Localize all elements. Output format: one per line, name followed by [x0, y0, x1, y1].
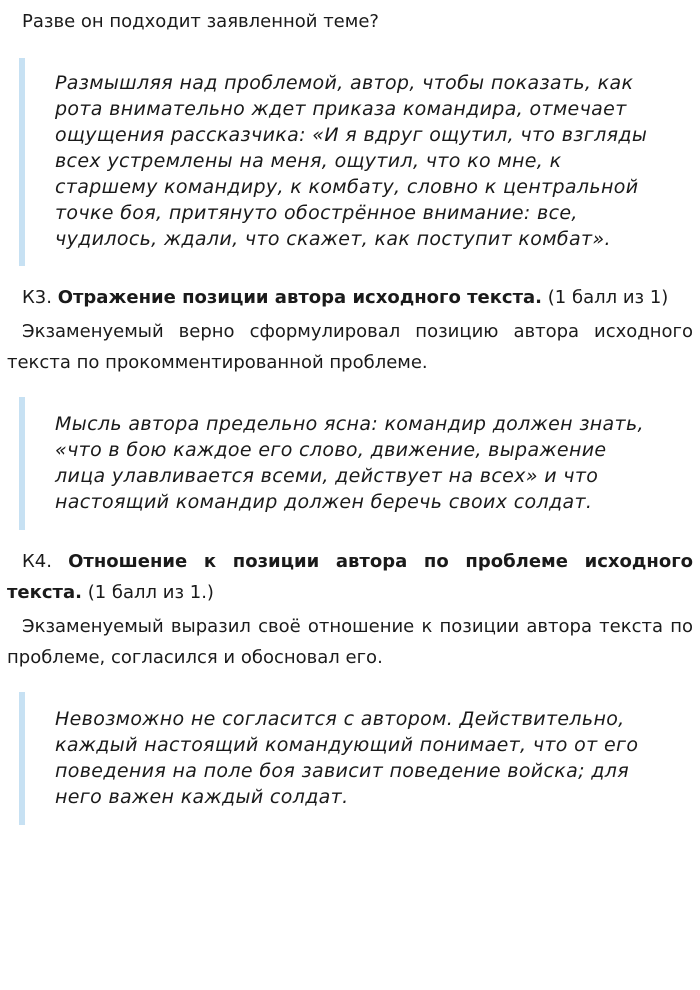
quote-block-1: [19, 58, 693, 266]
criterion-k3-comment: Экзаменуемый верно сформулировал позицию автора исходного текста по прокомментированной проблеме.: [7, 321, 693, 373]
criterion-k4-comment: Экзаменуемый выразил своё отношение к позиции автора текста по проблеме, согласился и обосновал его.: [7, 616, 693, 668]
criterion-k4-code: К4.: [22, 551, 52, 572]
document-body: [7, 0, 693, 825]
criterion-k3-title: Отражение позиции автора исходного текста.: [57, 286, 543, 308]
criterion-k3-heading: [7, 283, 693, 314]
criterion-k3-code: К3.: [22, 286, 52, 308]
criterion-k4-title: Отношение к позиции автора по проблеме исходного текста.: [7, 551, 694, 603]
intro-question: Разве он подходит заявленной теме?: [22, 11, 379, 32]
criterion-k3-score: (1 балл из 1): [547, 286, 669, 308]
quote-block-3: [19, 692, 693, 825]
criterion-k4-heading: [7, 547, 693, 608]
criterion-k4-score: (1 балл из 1.): [87, 581, 214, 603]
quote-text-3: Невозможно не согласится с автором. Действительно, каждый настоящий командующий понимает, что от его поведения на поле боя зависит поведение войска; для него важен каждый солдат.: [55, 708, 639, 808]
quote-block-2: [19, 397, 693, 530]
quote-text-2: Мысль автора предельно ясна: командир должен знать, «что в бою каждое его слово, движение, выражение лица улавливается всеми, действует на всех» и что настоящий командир должен беречь своих солдат.: [55, 413, 644, 513]
quote-text-1: Размышляя над проблемой, автор, чтобы показать, как рота внимательно ждет приказа командира, отмечает ощущения рассказчика: «И я вдруг ощутил, что взгляды всех устремлены на меня, ощутил, что ко мне, к старшему командиру, к комбату, словно к центральной точке боя, притянуто обострённое внимание: все, чудилось, ждали, что скажет, как поступит комбат».: [55, 71, 648, 250]
